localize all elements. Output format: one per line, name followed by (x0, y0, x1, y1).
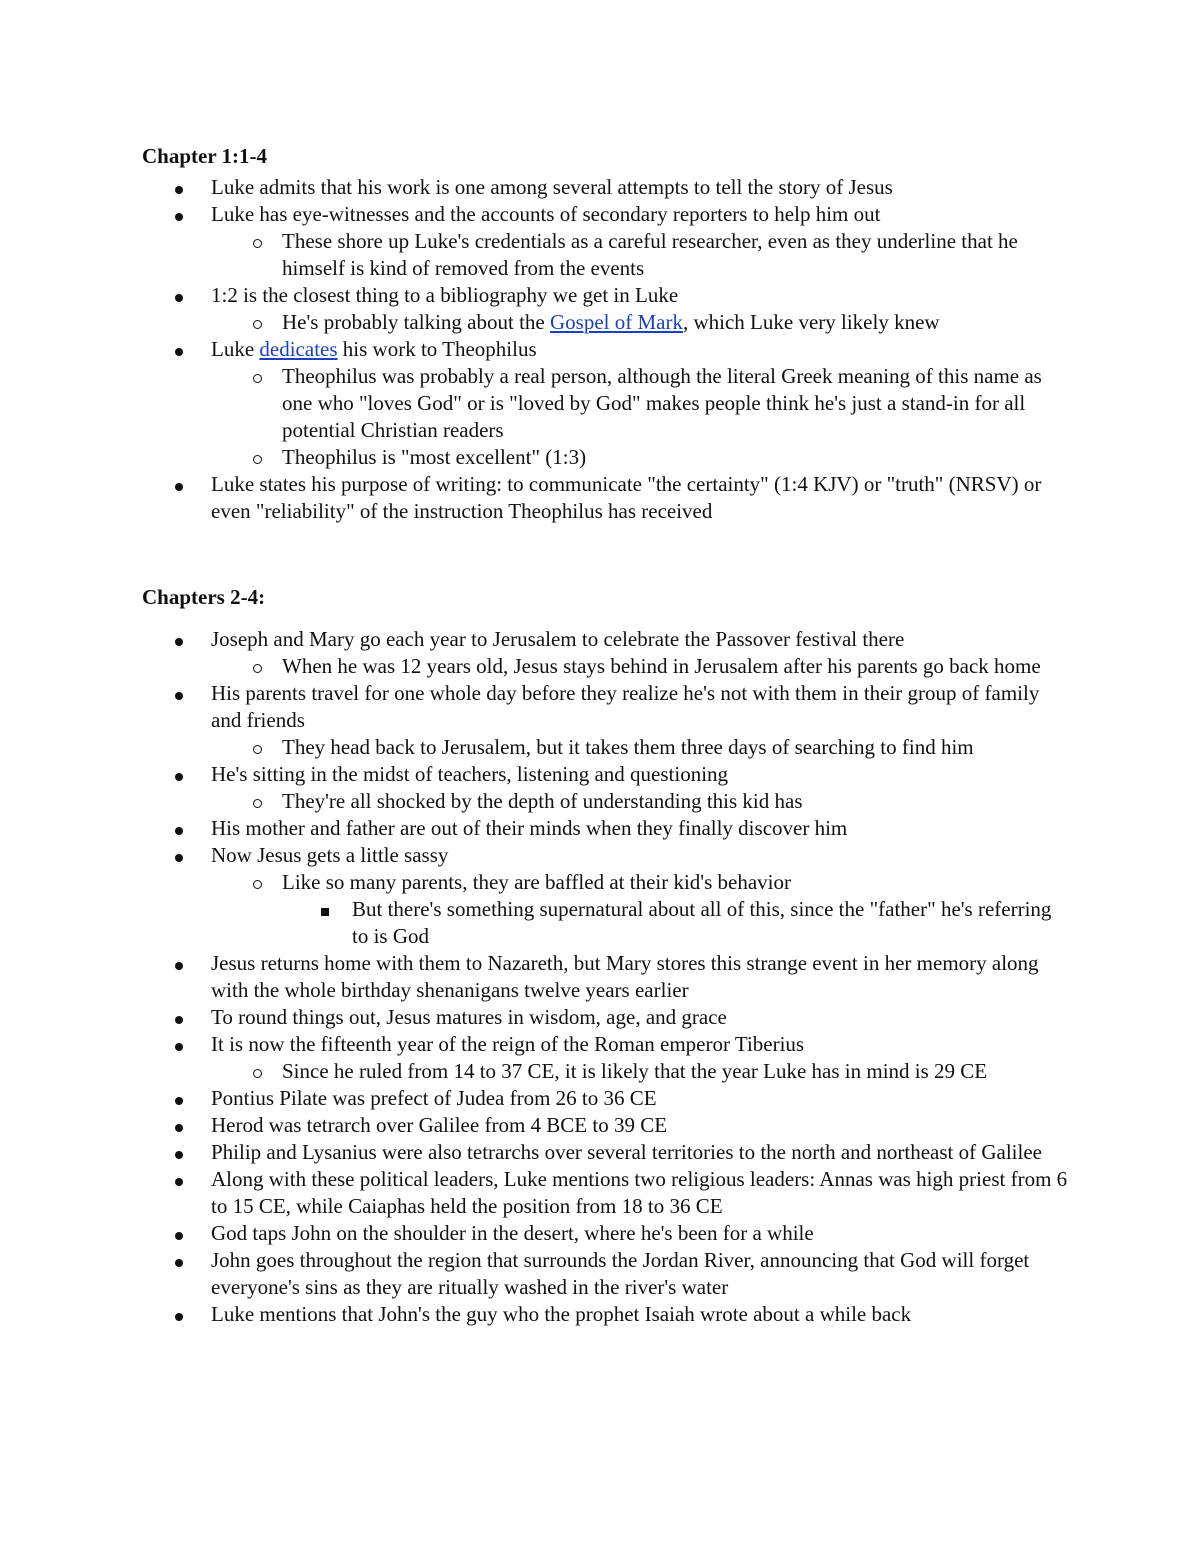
list-item: Luke dedicates his work to Theophilus (0, 336, 1071, 363)
bullet-disc-icon (172, 1220, 186, 1247)
bullet-circle-icon (250, 363, 264, 390)
bullet-circle-icon (250, 309, 264, 336)
section-heading-chapter-1: Chapter 1:1-4 (142, 144, 268, 168)
list-item: Luke admits that his work is one among several attempts to tell the story of Jesus (0, 174, 1071, 201)
bullet-square-icon (318, 896, 332, 923)
bullet-disc-icon (172, 471, 186, 498)
list-item: Like so many parents, they are baffled at their kid's behavior (0, 869, 1072, 896)
list-item: Pontius Pilate was prefect of Judea from 26 to 36 CE (0, 1085, 1071, 1112)
list-item: They're all shocked by the depth of understanding this kid has (0, 788, 1072, 815)
list-item: God taps John on the shoulder in the desert, where he's been for a while (0, 1220, 1071, 1247)
bullet-circle-icon (250, 869, 264, 896)
bullet-disc-icon (172, 1301, 186, 1328)
list-item: He's sitting in the midst of teachers, listening and questioning (0, 761, 1071, 788)
list-item: Philip and Lysanius were also tetrarchs over several territories to the north and northeast of Galilee (0, 1139, 1071, 1166)
list-item: Now Jesus gets a little sassy (0, 842, 1071, 869)
list-item: They head back to Jerusalem, but it takes them three days of searching to find him (0, 734, 1072, 761)
bullet-disc-icon (172, 842, 186, 869)
list-item: Since he ruled from 14 to 37 CE, it is likely that the year Luke has in mind is 29 CE (0, 1058, 1072, 1085)
chapter-1-notes-list (0, 174, 1200, 525)
list-item: His parents travel for one whole day before they realize he's not with them in their group of family and friends (0, 680, 1071, 734)
bullet-disc-icon (172, 815, 186, 842)
list-item: John goes throughout the region that surrounds the Jordan River, announcing that God will forget everyone's sins as they are ritually washed in the river's water (0, 1247, 1071, 1301)
bullet-disc-icon (172, 201, 186, 228)
bullet-disc-icon (172, 1004, 186, 1031)
list-item: Luke has eye-witnesses and the accounts of secondary reporters to help him out (0, 201, 1071, 228)
bullet-disc-icon (172, 680, 186, 707)
bullet-circle-icon (250, 228, 264, 255)
bullet-disc-icon (172, 761, 186, 788)
list-item: His mother and father are out of their minds when they finally discover him (0, 815, 1071, 842)
list-item: 1:2 is the closest thing to a bibliography we get in Luke (0, 282, 1071, 309)
list-item: To round things out, Jesus matures in wisdom, age, and grace (0, 1004, 1071, 1031)
bullet-circle-icon (250, 653, 264, 680)
bullet-disc-icon (172, 174, 186, 201)
bullet-circle-icon (250, 734, 264, 761)
gospel-of-mark-link[interactable]: Gospel of Mark (549, 310, 683, 334)
bullet-disc-icon (172, 1247, 186, 1274)
list-item: He's probably talking about the Gospel of Mark, which Luke very likely knew (0, 309, 1072, 336)
list-item: Luke states his purpose of writing: to communicate "the certainty" (1:4 KJV) or "truth" (NRSV) or even "reliability" of the instruction Theophilus has received (0, 471, 1071, 525)
list-item: Herod was tetrarch over Galilee from 4 BCE to 39 CE (0, 1112, 1071, 1139)
bullet-circle-icon (250, 788, 264, 815)
bullet-circle-icon (250, 1058, 264, 1085)
bullet-disc-icon (172, 1139, 186, 1166)
list-item: Luke mentions that John's the guy who the prophet Isaiah wrote about a while back (0, 1301, 1071, 1328)
list-item: Theophilus was probably a real person, although the literal Greek meaning of this name as one who "loves God" or is "loved by God" makes people think he's just a stand-in for all potential Christian readers (0, 363, 1072, 444)
list-item: These shore up Luke's credentials as a careful researcher, even as they underline that he himself is kind of removed from the events (0, 228, 1072, 282)
list-item: It is now the fifteenth year of the reign of the Roman emperor Tiberius (0, 1031, 1071, 1058)
bullet-disc-icon (172, 282, 186, 309)
dedicates-link[interactable]: dedicates (259, 337, 338, 361)
bullet-disc-icon (172, 950, 186, 977)
list-item: Jesus returns home with them to Nazareth, but Mary stores this strange event in her memory along with the whole birthday shenanigans twelve years earlier (0, 950, 1071, 1004)
list-item: When he was 12 years old, Jesus stays behind in Jerusalem after his parents go back home (0, 653, 1072, 680)
bullet-circle-icon (250, 444, 264, 471)
list-item: Joseph and Mary go each year to Jerusalem to celebrate the Passover festival there (0, 626, 1071, 653)
list-item: Along with these political leaders, Luke mentions two religious leaders: Annas was high priest from 6 to 15 CE, while Caiaphas held the position from 18 to 36 CE (0, 1166, 1071, 1220)
list-item: Theophilus is "most excellent" (1:3) (0, 444, 1072, 471)
section-heading-chapters-2-4: Chapters 2-4: (142, 585, 266, 609)
bullet-disc-icon (172, 1085, 186, 1112)
bullet-disc-icon (172, 1166, 186, 1193)
bullet-disc-icon (172, 336, 186, 363)
bullet-disc-icon (172, 626, 186, 653)
bullet-disc-icon (172, 1112, 186, 1139)
chapters-2-4-notes-list (0, 626, 1200, 1328)
list-item: But there's something supernatural about all of this, since the "father" he's referring to is God (0, 896, 1062, 950)
bullet-disc-icon (172, 1031, 186, 1058)
